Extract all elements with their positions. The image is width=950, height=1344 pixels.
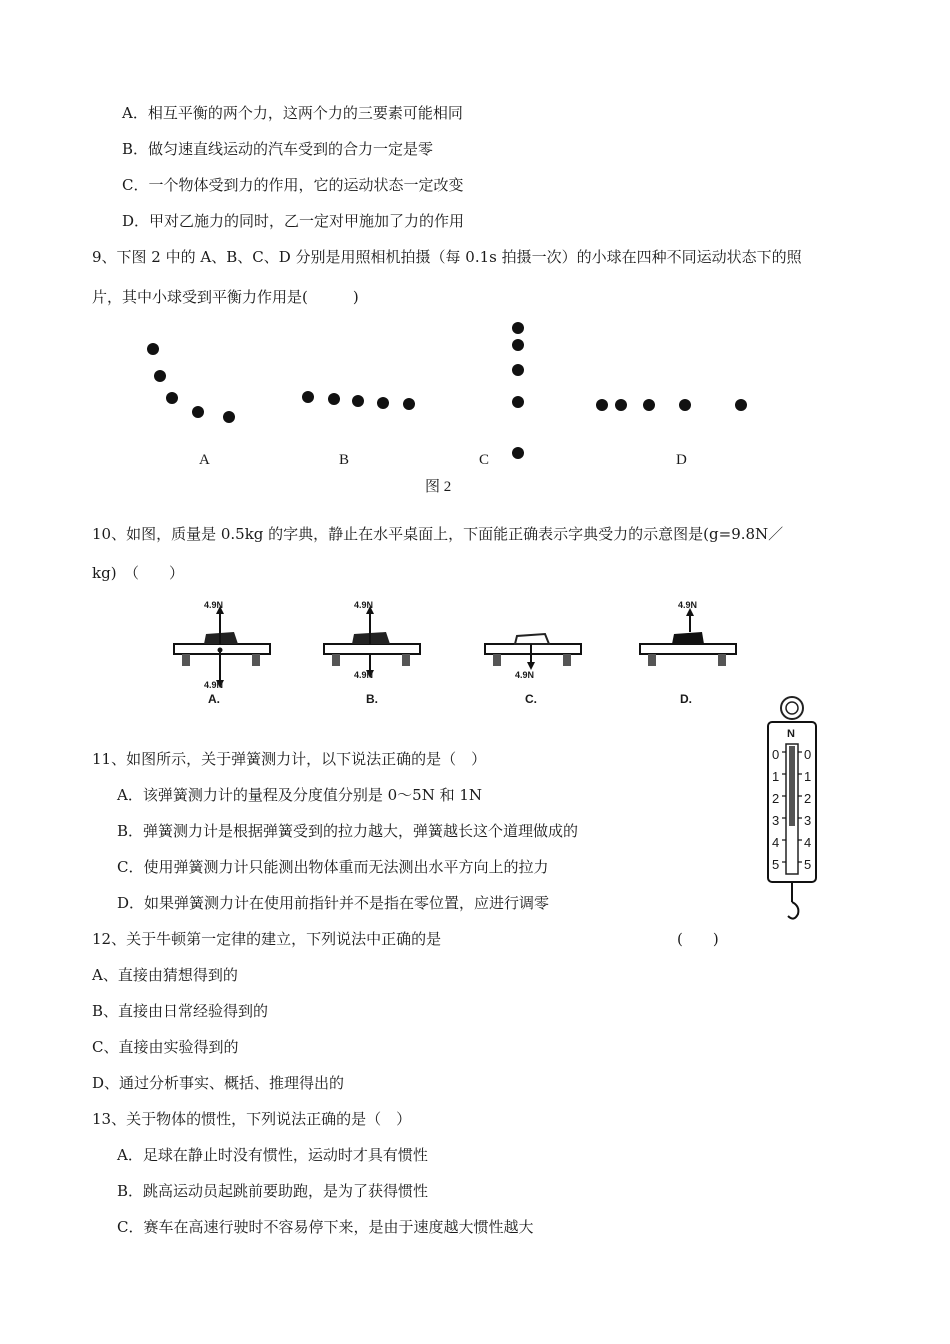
q13-option-a: A．足球在静止时没有惯性，运动时才具有惯性 (117, 1146, 428, 1164)
q11-stem: 11、如图所示，关于弹簧测力计，以下说法正确的是（ ） (92, 750, 487, 768)
q10-option-c-label: C. (525, 692, 537, 706)
q9-stem-line2: 片，其中小球受到平衡力作用是( ) (92, 288, 359, 306)
spring-scale-left-marks (772, 744, 779, 876)
spring-scale-unit: N (787, 728, 795, 740)
q13-option-c: C．赛车在高速行驶时不容易停下来，是由于速度越大惯性越大 (117, 1218, 534, 1236)
q9-stem-line1: 9、下图 2 中的 A、B、C、D 分别是用照相机拍摄（每 0.1s 拍摄一次）的小球在四种不同运动状态下的照 (92, 248, 802, 266)
q10-option-d-label: D. (680, 692, 692, 706)
q11-option-d: D．如果弹簧测力计在使用前指针并不是指在零位置，应进行调零 (117, 894, 550, 912)
q10-c-force-down-label: 4.9N (515, 670, 535, 680)
panel-c-balls (512, 322, 524, 459)
scale-mark-left: 5 (772, 857, 780, 872)
q10-diagram-c (483, 598, 583, 708)
q12-option-b: B、直接由日常经验得到的 (92, 1002, 269, 1020)
spring-scale-figure (762, 692, 822, 932)
q12-option-d: D、通过分析事实、概括、推理得出的 (92, 1074, 345, 1092)
scale-mark-left: 3 (772, 813, 780, 828)
q10-diagram-b (322, 598, 422, 708)
q12-option-a: A、直接由猜想得到的 (92, 966, 238, 984)
scale-mark-right: 5 (804, 857, 812, 872)
panel-a-label: A (199, 452, 210, 468)
q10-b-force-up-label: 4.9N (354, 600, 374, 610)
q11-option-b: B．弹簧测力计是根据弹簧受到的拉力越大，弹簧越长这个道理做成的 (117, 822, 579, 840)
scale-mark-right: 2 (804, 791, 812, 806)
spring-scale-right-marks (804, 744, 811, 876)
scale-mark-left: 0 (772, 747, 780, 762)
q10-b-force-down-label: 4.9N (354, 670, 374, 680)
q10-a-force-up-label: 4.9N (204, 600, 224, 610)
q10-option-b-label: B. (366, 692, 378, 706)
q8-option-a: A．相互平衡的两个力，这两个力的三要素可能相同 (122, 104, 463, 122)
q10-diagram-d (638, 598, 738, 708)
scale-mark-right: 1 (804, 769, 812, 784)
q12-answer-bracket: ( ) (677, 930, 719, 948)
scale-mark-left: 4 (772, 835, 780, 850)
q13-stem: 13、关于物体的惯性，下列说法正确的是（ ） (92, 1110, 412, 1128)
q10-a-force-down-label: 4.9N (204, 680, 224, 690)
q11-option-a: A．该弹簧测力计的量程及分度值分别是 0～5N 和 1N (117, 786, 483, 804)
q8-option-c: C．一个物体受到力的作用，它的运动状态一定改变 (122, 176, 464, 194)
figure-2-caption: 图 2 (425, 479, 452, 495)
q11-option-c: C．使用弹簧测力计只能测出物体重而无法测出水平方向上的拉力 (117, 858, 549, 876)
q10-stem-line1: 10、如图，质量是 0.5kg 的字典，静止在水平桌面上，下面能正确表示字典受力的示意图是(g=9.8N／ (92, 525, 784, 543)
panel-c-label: C (479, 452, 490, 468)
q8-option-d: D．甲对乙施力的同时，乙一定对甲施加了力的作用 (122, 212, 465, 230)
panel-b-label: B (339, 452, 350, 468)
panel-d-label: D (676, 452, 687, 468)
q8-option-b: B．做匀速直线运动的汽车受到的合力一定是零 (122, 140, 434, 158)
panel-b-balls (302, 391, 415, 410)
panel-d-balls (596, 399, 747, 411)
q10-diagram-a-drawing (172, 598, 272, 708)
q10-option-a-label: A. (208, 692, 220, 706)
scale-mark-left: 1 (772, 769, 780, 784)
figure-2-ball-photos (0, 310, 800, 470)
panel-a-balls (147, 343, 235, 423)
q12-option-c: C、直接由实验得到的 (92, 1038, 239, 1056)
scale-mark-right: 0 (804, 747, 812, 762)
q10-d-force-up-label: 4.9N (678, 600, 698, 610)
scale-mark-left: 2 (772, 791, 780, 806)
scale-mark-right: 3 (804, 813, 812, 828)
q10-diagram-a (172, 598, 272, 708)
q13-option-b: B．跳高运动员起跳前要助跑，是为了获得惯性 (117, 1182, 429, 1200)
q12-stem: 12、关于牛顿第一定律的建立，下列说法中正确的是 (92, 930, 442, 948)
q10-stem-line2: kg) （ ） (92, 564, 185, 582)
scale-mark-right: 4 (804, 835, 812, 850)
